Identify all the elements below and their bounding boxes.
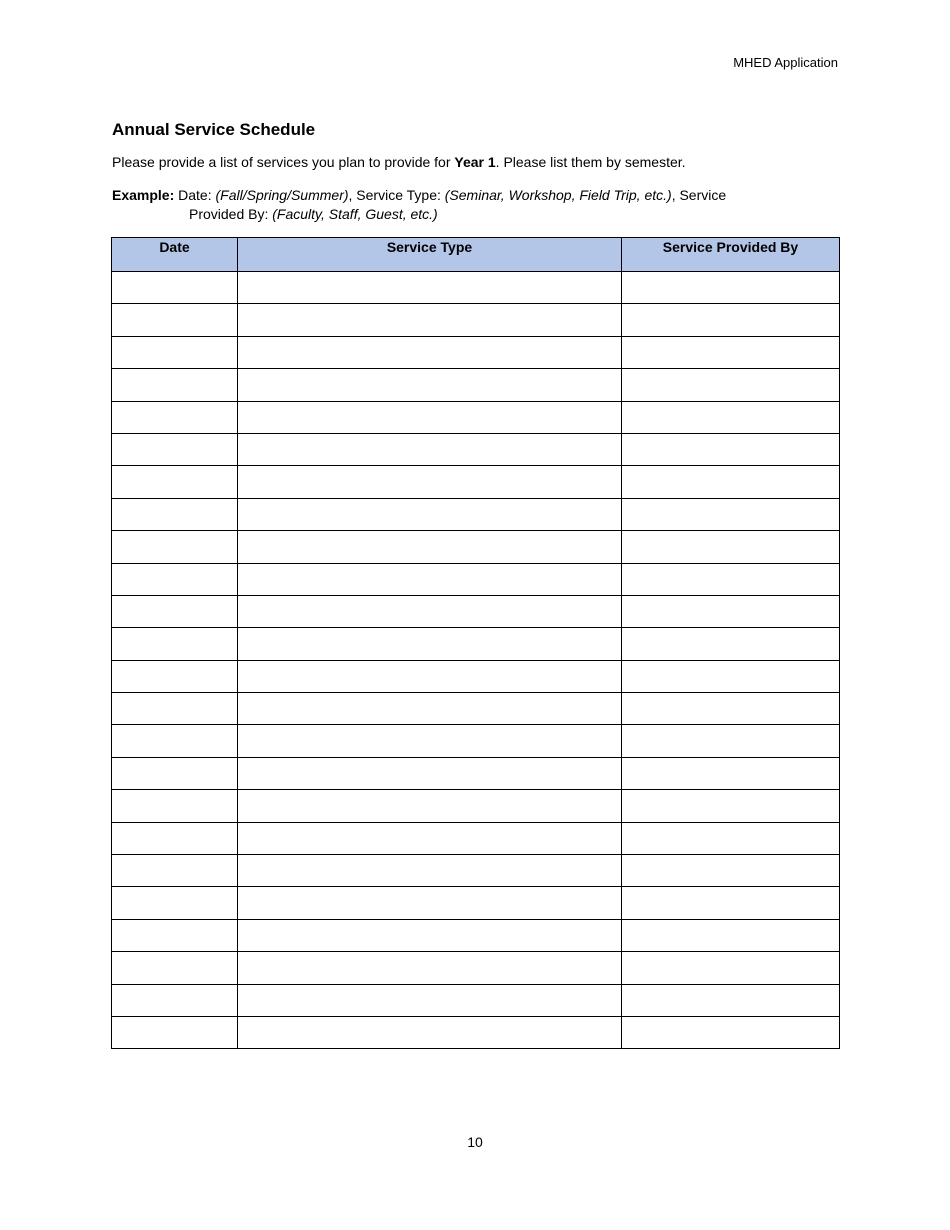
service-provided-by-cell[interactable] [622, 919, 840, 951]
table-row [112, 401, 840, 433]
service-type-cell[interactable] [238, 725, 622, 757]
date-cell[interactable] [112, 401, 238, 433]
date-cell[interactable] [112, 466, 238, 498]
example-text [112, 186, 842, 224]
service-type-cell[interactable] [238, 660, 622, 692]
service-provided-by-cell[interactable] [622, 628, 840, 660]
service-provided-by-cell[interactable] [622, 660, 840, 692]
service-provided-by-cell[interactable] [622, 790, 840, 822]
service-type-cell[interactable] [238, 595, 622, 627]
date-cell[interactable] [112, 369, 238, 401]
service-type-cell[interactable] [238, 531, 622, 563]
date-cell[interactable] [112, 887, 238, 919]
service-provided-by-cell[interactable] [622, 433, 840, 465]
service-type-cell[interactable] [238, 790, 622, 822]
date-cell[interactable] [112, 855, 238, 887]
service-type-cell[interactable] [238, 952, 622, 984]
service-provided-by-cell[interactable] [622, 595, 840, 627]
service-provided-by-cell[interactable] [622, 531, 840, 563]
table-row [112, 595, 840, 627]
service-type-cell[interactable] [238, 466, 622, 498]
example-label: Example: [112, 187, 175, 203]
service-type-cell[interactable] [238, 401, 622, 433]
date-cell[interactable] [112, 433, 238, 465]
example-date-options: (Fall/Spring/Summer) [215, 187, 349, 203]
example-type-options: (Seminar, Workshop, Field Trip, etc.) [444, 187, 672, 203]
service-type-cell[interactable] [238, 855, 622, 887]
intro-year: Year 1 [454, 154, 496, 170]
service-type-cell[interactable] [238, 757, 622, 789]
service-provided-by-cell[interactable] [622, 984, 840, 1016]
table-row [112, 304, 840, 336]
service-type-cell[interactable] [238, 887, 622, 919]
table-row [112, 1016, 840, 1048]
running-header: MHED Application [733, 55, 838, 70]
date-cell[interactable] [112, 725, 238, 757]
service-type-cell[interactable] [238, 498, 622, 530]
service-provided-by-cell[interactable] [622, 498, 840, 530]
table-row [112, 725, 840, 757]
service-type-cell[interactable] [238, 336, 622, 368]
service-type-cell[interactable] [238, 369, 622, 401]
service-provided-by-cell[interactable] [622, 693, 840, 725]
service-type-cell[interactable] [238, 693, 622, 725]
example-provided-label-b: Provided By: [189, 206, 273, 222]
table-row [112, 531, 840, 563]
table-row [112, 369, 840, 401]
table-row [112, 272, 840, 304]
intro-before: Please provide a list of services you plan to provide for [112, 154, 455, 170]
service-provided-by-cell[interactable] [622, 369, 840, 401]
date-cell[interactable] [112, 498, 238, 530]
intro-after: . Please list them by semester. [495, 154, 686, 170]
table-row [112, 919, 840, 951]
section-title: Annual Service Schedule [112, 120, 316, 139]
example-line-2 [112, 205, 842, 224]
service-provided-by-cell[interactable] [622, 725, 840, 757]
date-cell[interactable] [112, 952, 238, 984]
date-cell[interactable] [112, 1016, 238, 1048]
table-row [112, 466, 840, 498]
service-type-cell[interactable] [238, 272, 622, 304]
table-row [112, 855, 840, 887]
page-number: 10 [467, 1134, 483, 1150]
service-provided-by-cell[interactable] [622, 304, 840, 336]
table-row [112, 693, 840, 725]
date-cell[interactable] [112, 693, 238, 725]
service-provided-by-cell[interactable] [622, 887, 840, 919]
service-schedule-table [111, 237, 840, 1049]
date-cell[interactable] [112, 628, 238, 660]
service-provided-by-cell[interactable] [622, 952, 840, 984]
intro-text [112, 154, 686, 170]
date-cell[interactable] [112, 790, 238, 822]
service-provided-by-cell[interactable] [622, 855, 840, 887]
column-header-service-provided-by: Service Provided By [622, 238, 840, 272]
service-provided-by-cell[interactable] [622, 272, 840, 304]
table-row [112, 952, 840, 984]
example-provided-label-a: , Service [671, 187, 727, 203]
date-cell[interactable] [112, 822, 238, 854]
example-provided-options: (Faculty, Staff, Guest, etc.) [272, 206, 438, 222]
service-type-cell[interactable] [238, 628, 622, 660]
service-type-cell[interactable] [238, 304, 622, 336]
service-provided-by-cell[interactable] [622, 822, 840, 854]
service-provided-by-cell[interactable] [622, 336, 840, 368]
date-cell[interactable] [112, 595, 238, 627]
service-type-cell[interactable] [238, 919, 622, 951]
date-cell[interactable] [112, 531, 238, 563]
date-cell[interactable] [112, 984, 238, 1016]
table-row [112, 822, 840, 854]
example-type-label: , Service Type: [348, 187, 445, 203]
service-provided-by-cell[interactable] [622, 466, 840, 498]
table-row [112, 660, 840, 692]
table-row [112, 984, 840, 1016]
table-row [112, 887, 840, 919]
service-provided-by-cell[interactable] [622, 1016, 840, 1048]
service-provided-by-cell[interactable] [622, 757, 840, 789]
date-cell[interactable] [112, 757, 238, 789]
table-row [112, 498, 840, 530]
service-provided-by-cell[interactable] [622, 563, 840, 595]
column-header-service-type: Service Type [238, 238, 622, 272]
table-row [112, 563, 840, 595]
date-cell[interactable] [112, 660, 238, 692]
service-type-cell[interactable] [238, 563, 622, 595]
table-row [112, 757, 840, 789]
table-header-row [112, 238, 840, 272]
table-row [112, 790, 840, 822]
service-type-cell[interactable] [238, 822, 622, 854]
date-cell[interactable] [112, 304, 238, 336]
service-type-cell[interactable] [238, 984, 622, 1016]
date-cell[interactable] [112, 336, 238, 368]
date-cell[interactable] [112, 272, 238, 304]
example-date-label: Date: [174, 187, 216, 203]
service-type-cell[interactable] [238, 433, 622, 465]
table-row [112, 433, 840, 465]
date-cell[interactable] [112, 919, 238, 951]
table-row [112, 336, 840, 368]
table-row [112, 628, 840, 660]
service-provided-by-cell[interactable] [622, 401, 840, 433]
service-type-cell[interactable] [238, 1016, 622, 1048]
date-cell[interactable] [112, 563, 238, 595]
column-header-date: Date [112, 238, 238, 272]
table-body [112, 272, 840, 1049]
